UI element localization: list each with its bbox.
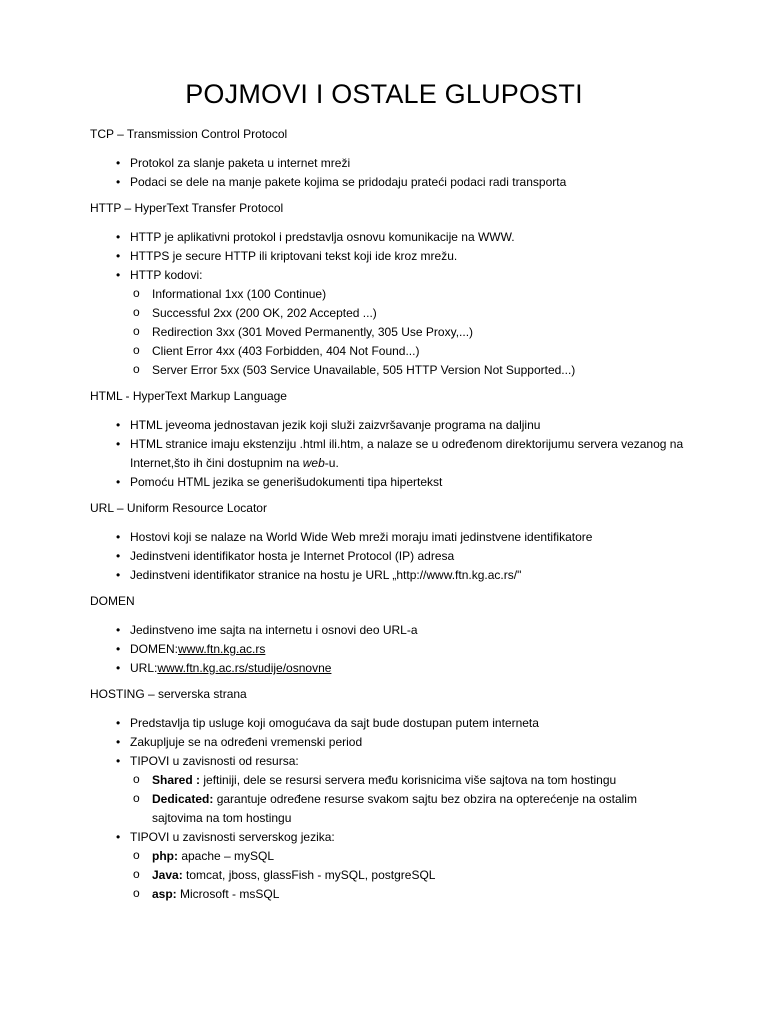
circle-bullet-icon: o	[133, 286, 140, 300]
list-item: • Protokol za slanje paketa u internet mreži	[90, 154, 690, 173]
bullet-icon: •	[116, 249, 121, 263]
sub-list-item: o Java: tomcat, jboss, glassFish - mySQL, postgreSQL	[133, 867, 436, 882]
section-heading-html: HTML - HyperText Markup Language	[90, 389, 287, 403]
page-title: POJMOVI I OSTALE GLUPOSTI	[185, 79, 583, 109]
hosting-list-2	[90, 828, 690, 847]
bullet-icon: •	[116, 437, 121, 451]
circle-bullet-icon: o	[133, 324, 140, 338]
bullet-icon: •	[116, 475, 121, 489]
sub-list-item: o Redirection 3xx (301 Moved Permanently, 305 Use Proxy,...)	[133, 324, 474, 339]
section-heading-url: URL – Uniform Resource Locator	[90, 501, 267, 515]
bullet-icon: •	[116, 716, 121, 730]
circle-bullet-icon: o	[133, 867, 140, 881]
bullet-icon: •	[116, 623, 121, 637]
bullet-icon: •	[116, 156, 121, 170]
list-item: • DOMEN:www.ftn.kg.ac.rs	[90, 640, 690, 659]
list-item: • Predstavlja tip usluge koji omogućava da sajt bude dostupan putem interneta	[90, 714, 690, 733]
list-item: • HTML jeveoma jednostavan jezik koji služi zaizvršavanje programa na daljinu	[90, 416, 690, 435]
bullet-icon: •	[116, 530, 121, 544]
sub-list-item: o Server Error 5xx (503 Service Unavailable, 505 HTTP Version Not Supported...)	[133, 362, 576, 377]
hosting-list	[90, 714, 690, 771]
list-item: • HTTPS je secure HTTP ili kriptovani tekst koji ide kroz mrežu.	[90, 247, 690, 266]
sub-list-item: o Informational 1xx (100 Continue)	[133, 286, 327, 301]
sub-list-item: o Client Error 4xx (403 Forbidden, 404 Not Found...)	[133, 343, 420, 358]
circle-bullet-icon: o	[133, 886, 140, 900]
circle-bullet-icon: o	[133, 343, 140, 357]
bullet-icon: •	[116, 754, 121, 768]
circle-bullet-icon: o	[133, 848, 140, 862]
bullet-icon: •	[116, 568, 121, 582]
list-item: • Zakupljuje se na određeni vremenski period	[90, 733, 690, 752]
list-item: • HTTP kodovi:	[90, 266, 690, 285]
bullet-icon: •	[116, 268, 121, 282]
bullet-icon: •	[116, 418, 121, 432]
bullet-icon: •	[116, 642, 121, 656]
list-item: • Jedinstveni identifikator stranice na hostu je URL „http://www.ftn.kg.ac.rs/"	[90, 566, 690, 585]
bullet-icon: •	[116, 549, 121, 563]
section-heading-tcp: TCP – Transmission Control Protocol	[90, 127, 288, 141]
section-heading-domen: DOMEN	[90, 594, 135, 608]
sub-list-item: o Successful 2xx (200 OK, 202 Accepted ...)	[133, 305, 377, 320]
sub-list-item: o php: apache – mySQL	[133, 848, 275, 863]
tcp-list	[90, 154, 690, 192]
sub-list-item: o Shared : jeftiniji, dele se resursi servera među korisnicima više sajtova na tom hostingu	[133, 772, 617, 787]
circle-bullet-icon: o	[133, 305, 140, 319]
circle-bullet-icon: o	[133, 772, 140, 786]
section-heading-http: HTTP – HyperText Transfer Protocol	[90, 201, 284, 215]
url-link[interactable]: www.ftn.kg.ac.rs/studije/osnovne	[157, 661, 332, 675]
hosting-resource-types	[90, 771, 690, 828]
http-list	[90, 228, 690, 285]
list-item: • Podaci se dele na manje pakete kojima se pridodaju prateći podaci radi transporta	[90, 173, 690, 192]
sub-list-item: o asp: Microsoft - msSQL	[133, 886, 280, 901]
document-content	[90, 124, 690, 904]
list-item: • TIPOVI u zavisnosti od resursa:	[90, 752, 690, 771]
url-list	[90, 528, 690, 585]
list-item: • Jedinstveni identifikator hosta je Internet Protocol (IP) adresa	[90, 547, 690, 566]
sub-list-item: o Dedicated: garantuje određene resurse svakom sajtu bez obzira na opterećenje na ostalim sajtovima na tom hostingu	[133, 791, 637, 825]
list-item: • Pomoću HTML jezika se generišudokumenti tipa hipertekst	[90, 473, 690, 492]
list-item: • HTML stranice imaju ekstenziju .html ili.htm, a nalaze se u određenom direktorijumu servera vezanog na Internet,što ih čini dostupnim na web-u.	[116, 437, 684, 470]
list-item: • Jedinstveno ime sajta na internetu i osnovi deo URL-a	[90, 621, 690, 640]
bullet-icon: •	[116, 175, 121, 189]
bullet-icon: •	[116, 230, 121, 244]
list-item: • Hostovi koji se nalaze na World Wide Web mreži moraju imati jedinstvene identifikatore	[90, 528, 690, 547]
list-item: • TIPOVI u zavisnosti serverskog jezika:	[90, 828, 690, 847]
html-list	[90, 416, 690, 492]
list-item: • HTTP je aplikativni protokol i predstavlja osnovu komunikacije na WWW.	[90, 228, 690, 247]
bullet-icon: •	[116, 661, 121, 675]
bullet-icon: •	[116, 830, 121, 844]
domen-list	[90, 621, 690, 678]
circle-bullet-icon: o	[133, 362, 140, 376]
http-codes-list	[90, 285, 690, 380]
section-heading-hosting: HOSTING – serverska strana	[90, 687, 247, 701]
web-italic: web	[302, 456, 325, 470]
hosting-lang-types	[90, 847, 690, 904]
domen-link[interactable]: www.ftn.kg.ac.rs	[178, 642, 266, 656]
circle-bullet-icon: o	[133, 791, 140, 805]
bullet-icon: •	[116, 735, 121, 749]
list-item: • URL:www.ftn.kg.ac.rs/studije/osnovne	[90, 659, 690, 678]
